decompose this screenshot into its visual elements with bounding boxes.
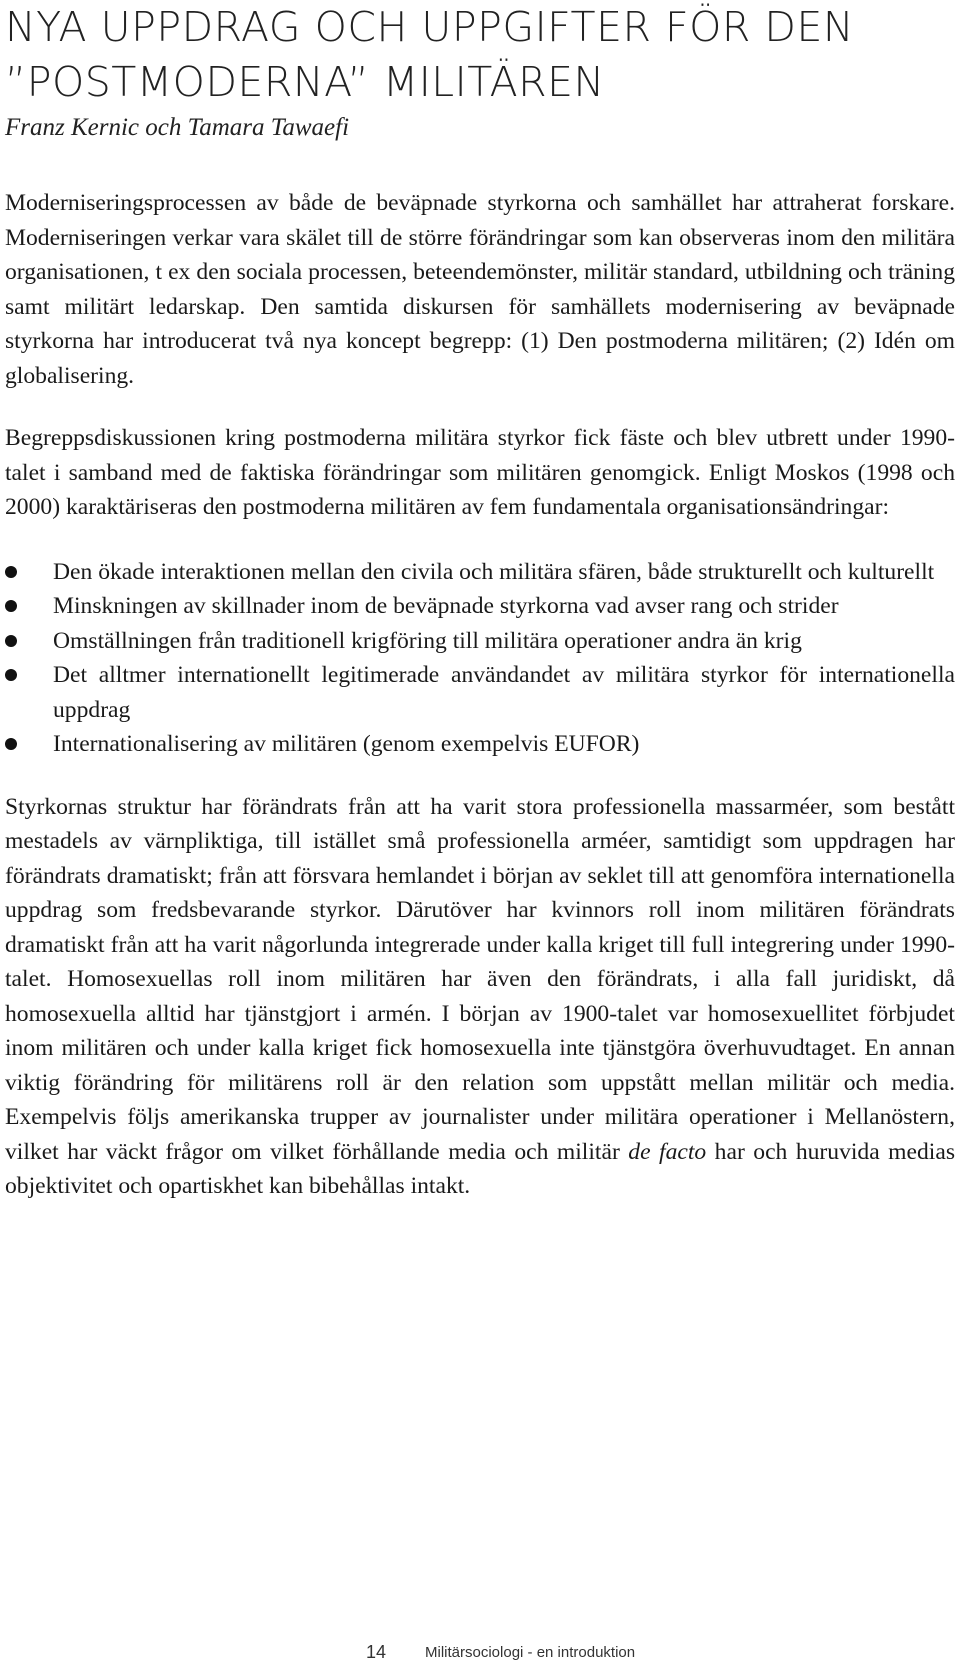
list-item (5, 589, 955, 624)
bullet-icon (5, 669, 17, 681)
document-page (5, 0, 955, 1204)
running-footer-title: Militärsociologi - en introduktion (425, 1644, 636, 1661)
list-item-text: Omställningen från traditionell krigföring till militära operationer andra än krig (53, 627, 802, 654)
page-number: 14 (366, 1642, 387, 1662)
list-item-text: Det alltmer internationellt legitimerade användandet av militära styrkor för internationella uppdrag (53, 662, 955, 723)
list-item-text: Minskningen av skillnader inom de beväpnade styrkorna vad avser rang och strider (53, 593, 839, 619)
organisational-changes-list (5, 555, 955, 762)
italic-term: de facto (628, 1138, 707, 1165)
article-authors: Franz Kernic och Tamara Tawaefi (5, 114, 350, 141)
list-item-text: Internationalisering av militären (genom exempelvis EUFOR) (53, 731, 640, 757)
paragraph-structural-change (5, 790, 955, 1204)
paragraph-concept-discussion: Begreppsdiskussionen kring postmoderna militära styrkor fick fäste och blev utbrett under 1990-talet i samband med de faktiska förändringar som militären genomgick. Enligt Moskos (1998 och 2000) karaktäriseras den postmoderna militären av fem fundamentala organisationsändringar: (5, 425, 955, 520)
bullet-icon (5, 635, 17, 647)
list-item (5, 727, 955, 762)
paragraph-text: Styrkornas struktur har förändrats från att ha varit stora professionella massarméer, som bestått mestadels av värnpliktiga, till istället små professionella arméer, samtidigt som uppdragen har förändrats dramatiskt; från att försvara hemlandet i början av seklet till att genomföra internationella uppdrag som fredsbevarande styrkor. Därutöver har kvinnors roll inom militären förändrats dramatiskt från att ha varit någorlunda integrerade under kalla kriget till full integrering under 1990-talet. Homosexuellas roll inom militären har även den förändrats, i alla fall juridiskt, då homosexuella alltid har tjänstgjort i armén. I början av 1900-talet var homosexuellitet förbjudet inom militären och under kalla kriget fick homosexuella inte tjänstgöra överhuvudtaget. En annan viktig förändring för militärens roll är den relation som uppstått mellan militär och media. Exempelvis följs amerikanska trupper av journalister under militära operationer i Mellanöstern, vilket har väckt frågor om vilket förhållande media och militär (5, 793, 955, 1165)
article-title (5, 0, 955, 110)
bullet-icon (5, 600, 17, 612)
article-title-line-2: ”POSTMODERNA” MILITÄREN (5, 58, 605, 106)
article-title-line-1: NYA UPPDRAG OCH UPPGIFTER FÖR DEN (5, 3, 855, 51)
list-item-text: Den ökade interaktionen mellan den civila och militära sfären, både strukturellt och kulturellt (53, 558, 935, 585)
page-footer (0, 1642, 960, 1666)
list-item (5, 555, 955, 590)
list-item (5, 658, 955, 727)
paragraph-text: har och huruvida medias objektivitet och opartiskhet kan bibehållas intakt. (5, 1138, 955, 1199)
bullet-icon (5, 566, 17, 578)
list-item (5, 624, 955, 659)
bullet-icon (5, 738, 17, 750)
paragraph-intro: Moderniseringsprocessen av både de beväpnade styrkorna och samhället har attraherat forskare. Moderniseringen verkar vara skälet till de större förändringar som kan observeras inom den militära organisationen, t ex den sociala processen, beteendemönster, militär standard, utbildning och träning samt militärt ledarskap. Den samtida diskursen för samhällets modernisering av beväpnade styrkorna har introducerat två nya koncept begrepp: (1) Den postmoderna militären; (2) Idén om globalisering. (5, 190, 955, 389)
